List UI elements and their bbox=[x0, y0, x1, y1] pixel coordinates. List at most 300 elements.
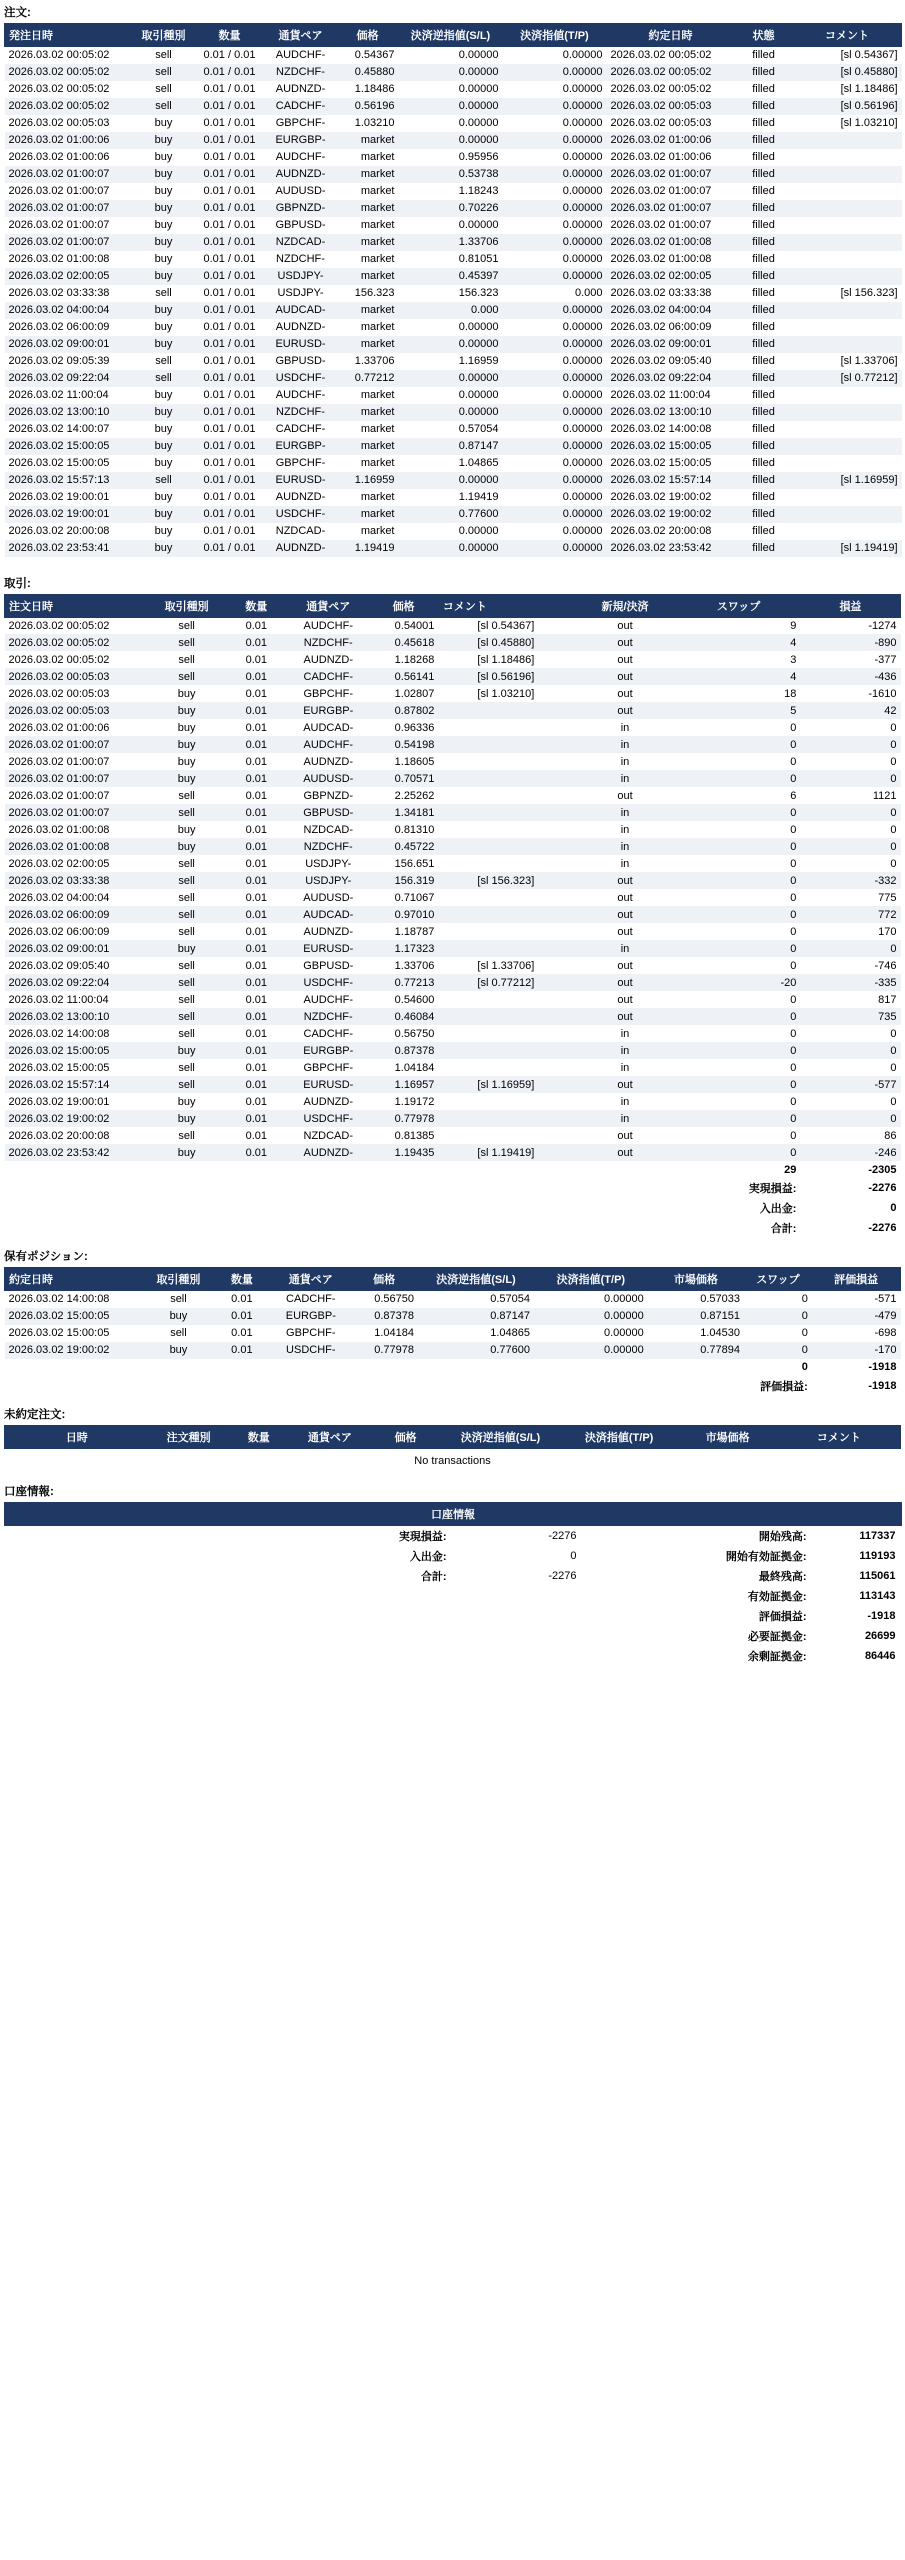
table-cell: 0.77600 bbox=[458, 508, 499, 520]
table-row bbox=[5, 1093, 901, 1110]
table-cell: 2026.03.02 09:22:04 bbox=[610, 372, 712, 384]
table-cell: 2026.03.02 01:00:06 bbox=[610, 134, 712, 146]
table-cell: 0 bbox=[890, 738, 897, 751]
table-cell: out bbox=[617, 1078, 633, 1091]
table-cell: [sl 0.56196] bbox=[477, 670, 535, 683]
table-cell: 2026.03.02 00:05:02 bbox=[610, 66, 712, 78]
column-header: コメント bbox=[438, 594, 573, 617]
table-cell: 0.01 / 0.01 bbox=[203, 202, 256, 214]
table-cell: USDCHF- bbox=[303, 976, 353, 989]
table-cell: EURGBP- bbox=[303, 704, 354, 717]
totals-swap: 0 bbox=[801, 1361, 808, 1373]
totals-row bbox=[5, 1198, 901, 1218]
table-cell: 2026.03.02 01:00:07 bbox=[8, 738, 110, 751]
table-cell: 2026.03.02 09:05:40 bbox=[610, 355, 712, 367]
table-cell: 0.87802 bbox=[394, 704, 435, 717]
table-cell: 0.01 / 0.01 bbox=[203, 372, 256, 384]
totals-label: 合計: bbox=[770, 1223, 797, 1235]
table-cell: 1.16957 bbox=[394, 1078, 435, 1091]
table-cell: 0.01 bbox=[245, 653, 268, 666]
table-cell: 0 bbox=[890, 1027, 897, 1040]
table-cell: 0.00000 bbox=[562, 440, 603, 452]
table-cell: 0.000 bbox=[574, 287, 603, 299]
column-header: 注文日時 bbox=[5, 594, 149, 617]
orders-table bbox=[4, 23, 902, 557]
table-cell: AUDNZD- bbox=[303, 925, 353, 938]
table-cell bbox=[793, 387, 902, 404]
table-cell: 0 bbox=[790, 1044, 797, 1057]
table-cell bbox=[438, 940, 573, 957]
table-cell: 0.01 bbox=[245, 1078, 268, 1091]
table-cell: [sl 1.16959] bbox=[477, 1078, 535, 1091]
table-cell: 817 bbox=[878, 993, 897, 1006]
table-cell: [sl 0.77212] bbox=[840, 372, 898, 384]
table-cell: buy bbox=[154, 440, 173, 452]
positions-header-row bbox=[5, 1268, 901, 1291]
table-cell: 1.04530 bbox=[700, 1327, 740, 1339]
table-cell: 0.00000 bbox=[603, 1344, 644, 1356]
table-cell: 0.00000 bbox=[603, 1327, 644, 1339]
table-cell: buy bbox=[154, 304, 173, 316]
table-cell: 2026.03.02 14:00:08 bbox=[610, 423, 712, 435]
table-cell: 1.03210 bbox=[354, 117, 395, 129]
table-cell: 0.01 bbox=[245, 1044, 268, 1057]
table-cell: 2026.03.02 13:00:10 bbox=[8, 1010, 110, 1023]
table-cell: out bbox=[617, 1010, 633, 1023]
table-row bbox=[5, 923, 901, 940]
table-cell: 0.01 / 0.01 bbox=[203, 491, 256, 503]
table-cell: sell bbox=[178, 993, 195, 1006]
table-cell: 0.01 bbox=[245, 1010, 268, 1023]
totals-label: 入出金: bbox=[759, 1203, 797, 1215]
table-cell bbox=[438, 702, 573, 719]
table-cell: buy bbox=[177, 942, 196, 955]
table-cell: 0 bbox=[890, 721, 897, 734]
table-cell bbox=[793, 217, 902, 234]
table-cell: 2026.03.02 23:53:42 bbox=[610, 542, 712, 554]
table-cell: [sl 1.33706] bbox=[840, 355, 898, 367]
table-cell bbox=[438, 804, 573, 821]
table-cell: NZDCHF- bbox=[303, 840, 353, 853]
table-cell: filled bbox=[752, 457, 775, 469]
table-cell: 0.01 bbox=[245, 721, 268, 734]
table-cell bbox=[793, 268, 902, 285]
table-cell: 0.00000 bbox=[562, 66, 603, 78]
table-cell: [sl 1.16959] bbox=[840, 474, 898, 486]
table-cell bbox=[793, 200, 902, 217]
table-cell: market bbox=[360, 236, 395, 248]
table-cell: AUDUSD- bbox=[303, 772, 354, 785]
table-cell: 1.34181 bbox=[394, 806, 435, 819]
table-cell: 2.25262 bbox=[394, 789, 435, 802]
table-cell: 1.16959 bbox=[354, 474, 395, 486]
table-row bbox=[5, 770, 901, 787]
totals-swap: 29 bbox=[784, 1163, 797, 1176]
table-cell bbox=[438, 770, 573, 787]
table-cell: buy bbox=[154, 253, 173, 265]
table-cell: sell bbox=[178, 636, 195, 649]
table-cell: 2026.03.02 00:05:02 bbox=[8, 636, 110, 649]
table-cell: CADCHF- bbox=[275, 423, 326, 435]
table-cell: 2026.03.02 02:00:05 bbox=[8, 857, 110, 870]
table-cell: -479 bbox=[874, 1310, 897, 1322]
table-cell: 0.71067 bbox=[394, 891, 435, 904]
table-cell: 0.01 / 0.01 bbox=[203, 457, 256, 469]
table-row bbox=[5, 1291, 901, 1308]
table-row bbox=[5, 1308, 901, 1325]
table-cell: 0.01 / 0.01 bbox=[203, 525, 256, 537]
table-cell: 2026.03.02 15:00:05 bbox=[610, 440, 712, 452]
table-cell: sell bbox=[178, 857, 195, 870]
table-cell: 1.19419 bbox=[458, 491, 499, 503]
table-cell: filled bbox=[752, 542, 775, 554]
table-cell: sell bbox=[178, 1010, 195, 1023]
totals-value: -2276 bbox=[868, 1222, 897, 1234]
pending-section-title: 未約定注文: bbox=[4, 1408, 66, 1421]
table-cell: 2026.03.02 01:00:07 bbox=[8, 806, 110, 819]
table-cell: NZDCAD- bbox=[303, 1129, 353, 1142]
account-right-value: 86446 bbox=[864, 1649, 896, 1662]
table-cell: 0.00000 bbox=[562, 474, 603, 486]
table-cell: 0.00000 bbox=[562, 423, 603, 435]
table-cell bbox=[793, 506, 902, 523]
table-cell: [sl 1.03210] bbox=[840, 117, 898, 129]
table-cell: 0.54198 bbox=[394, 738, 435, 751]
table-cell: buy bbox=[154, 151, 173, 163]
column-header: 状態 bbox=[735, 24, 793, 47]
table-cell: 0.77978 bbox=[394, 1112, 435, 1125]
column-header: スワップ bbox=[677, 594, 801, 617]
table-row bbox=[5, 81, 902, 98]
table-cell: 2026.03.02 01:00:07 bbox=[8, 219, 110, 231]
table-cell: market bbox=[360, 491, 395, 503]
table-cell: filled bbox=[752, 491, 775, 503]
totals-row bbox=[5, 1376, 901, 1396]
table-row bbox=[5, 1076, 901, 1093]
table-cell: 2026.03.02 19:00:02 bbox=[610, 508, 712, 520]
table-cell: 0 bbox=[790, 1078, 797, 1091]
table-cell: out bbox=[617, 687, 633, 700]
table-cell: 2026.03.02 14:00:08 bbox=[8, 1293, 110, 1306]
column-header: 決済逆指値(S/L) bbox=[399, 24, 503, 47]
table-cell: in bbox=[620, 942, 630, 955]
table-cell: 0.01 bbox=[231, 1293, 253, 1306]
table-cell: USDCHF- bbox=[286, 1344, 336, 1356]
table-cell: sell bbox=[178, 1061, 195, 1074]
table-cell: sell bbox=[155, 66, 172, 78]
table-cell: in bbox=[620, 823, 630, 836]
table-cell: 0.00000 bbox=[562, 338, 603, 350]
table-cell: 0.01 / 0.01 bbox=[203, 338, 256, 350]
table-cell: 0 bbox=[890, 1044, 897, 1057]
account-left-value: -2276 bbox=[548, 1529, 577, 1542]
table-cell: NZDCAD- bbox=[275, 525, 326, 537]
table-cell: 0.00000 bbox=[562, 151, 603, 163]
table-cell: market bbox=[360, 219, 395, 231]
table-cell: 2026.03.02 15:57:13 bbox=[8, 474, 110, 486]
table-cell: 0.01 bbox=[245, 857, 268, 870]
table-cell bbox=[793, 421, 902, 438]
table-cell: 0.70571 bbox=[394, 772, 435, 785]
table-cell: 1.18605 bbox=[394, 755, 435, 768]
table-cell: 0 bbox=[790, 857, 797, 870]
table-cell: 2026.03.02 19:00:01 bbox=[8, 1095, 110, 1108]
table-cell: in bbox=[620, 755, 630, 768]
table-row bbox=[5, 957, 901, 974]
totals-value: -2305 bbox=[868, 1163, 897, 1176]
table-cell: 2026.03.02 00:05:02 bbox=[8, 653, 110, 666]
table-cell: 0.01 bbox=[245, 925, 268, 938]
table-cell: buy bbox=[177, 1044, 196, 1057]
column-header: 発注日時 bbox=[5, 24, 133, 47]
table-cell: 0 bbox=[890, 806, 897, 819]
table-cell: filled bbox=[752, 100, 775, 112]
table-cell: market bbox=[360, 151, 395, 163]
table-cell: 2026.03.02 15:57:14 bbox=[610, 474, 712, 486]
table-cell: AUDNZD- bbox=[303, 1146, 353, 1159]
table-cell: buy bbox=[177, 823, 196, 836]
table-cell: 0.54600 bbox=[394, 993, 435, 1006]
table-cell: 0.00000 bbox=[562, 525, 603, 537]
table-cell: buy bbox=[154, 491, 173, 503]
table-cell: 0.46084 bbox=[394, 1010, 435, 1023]
table-cell: 0.01 / 0.01 bbox=[203, 270, 256, 282]
table-cell: -890 bbox=[874, 636, 897, 649]
table-cell: EURUSD- bbox=[303, 942, 354, 955]
column-header: 取引種別 bbox=[133, 24, 195, 47]
table-cell: 2026.03.02 09:00:01 bbox=[8, 338, 110, 350]
table-cell bbox=[438, 719, 573, 736]
table-row bbox=[5, 370, 902, 387]
table-cell: 2026.03.02 15:00:05 bbox=[8, 1044, 110, 1057]
column-header: 数量 bbox=[228, 1425, 289, 1448]
table-cell: EURGBP- bbox=[275, 134, 326, 146]
account-right-value: -1918 bbox=[867, 1609, 896, 1622]
column-header: 通貨ペア bbox=[271, 1268, 350, 1291]
column-header: 取引種別 bbox=[145, 1268, 213, 1291]
account-left-value: 0 bbox=[570, 1549, 577, 1562]
table-cell: 0.01 bbox=[245, 874, 268, 887]
column-header: スワップ bbox=[744, 1268, 812, 1291]
table-cell: 2026.03.02 01:00:07 bbox=[610, 168, 712, 180]
table-cell: AUDNZD- bbox=[303, 1095, 353, 1108]
table-cell: 0 bbox=[890, 1112, 897, 1125]
table-cell: 1.04184 bbox=[374, 1327, 415, 1339]
table-cell: USDCHF- bbox=[303, 1112, 353, 1125]
table-cell: 1.18268 bbox=[394, 653, 435, 666]
table-cell: 2026.03.02 01:00:07 bbox=[610, 185, 712, 197]
table-cell: 2026.03.02 00:05:03 bbox=[8, 687, 110, 700]
table-cell: 0.77213 bbox=[394, 976, 435, 989]
table-cell: AUDCAD- bbox=[303, 908, 354, 921]
table-cell: 0.00000 bbox=[562, 372, 603, 384]
table-cell: buy bbox=[154, 202, 173, 214]
table-cell: 2026.03.02 15:57:14 bbox=[8, 1078, 110, 1091]
table-cell bbox=[438, 855, 573, 872]
table-cell: 0 bbox=[790, 755, 797, 768]
table-cell: 2026.03.02 01:00:07 bbox=[8, 202, 110, 214]
table-cell: 2026.03.02 19:00:02 bbox=[610, 491, 712, 503]
table-cell: 2026.03.02 01:00:06 bbox=[8, 721, 110, 734]
table-cell: 0.45880 bbox=[354, 66, 395, 78]
totals-row bbox=[5, 1218, 901, 1238]
table-row bbox=[5, 787, 901, 804]
table-cell: 0.70226 bbox=[458, 202, 499, 214]
table-cell: 775 bbox=[878, 891, 897, 904]
column-header: 価格 bbox=[337, 24, 399, 47]
table-cell: [sl 156.323] bbox=[840, 287, 898, 299]
table-row bbox=[5, 506, 902, 523]
table-cell: 2026.03.02 01:00:08 bbox=[610, 236, 712, 248]
account-row bbox=[5, 1546, 902, 1566]
table-cell: sell bbox=[178, 874, 195, 887]
table-row bbox=[5, 1325, 901, 1342]
table-cell: 0.00000 bbox=[562, 389, 603, 401]
table-cell: 0.01 / 0.01 bbox=[203, 49, 256, 62]
table-cell: GBPUSD- bbox=[275, 355, 326, 367]
table-cell: 0 bbox=[790, 772, 797, 785]
table-row bbox=[5, 455, 902, 472]
table-row bbox=[5, 685, 901, 702]
table-cell: 0 bbox=[790, 1095, 797, 1108]
table-row bbox=[5, 285, 902, 302]
table-row bbox=[5, 1042, 901, 1059]
table-cell: 1.33706 bbox=[394, 959, 435, 972]
table-cell: 0.56141 bbox=[394, 670, 435, 683]
table-row bbox=[5, 149, 902, 166]
table-cell: 2026.03.02 01:00:06 bbox=[610, 151, 712, 163]
table-cell: 2026.03.02 15:00:05 bbox=[610, 457, 712, 469]
table-cell: filled bbox=[752, 117, 775, 129]
table-cell: 0.01 bbox=[231, 1344, 253, 1356]
table-cell: 0.77600 bbox=[490, 1344, 530, 1356]
table-row bbox=[5, 47, 902, 64]
table-cell: filled bbox=[752, 372, 775, 384]
table-cell: 0.01 bbox=[245, 704, 268, 717]
table-cell: 0 bbox=[890, 857, 897, 870]
table-row bbox=[5, 974, 901, 991]
table-cell: buy bbox=[154, 185, 173, 197]
table-cell: 2026.03.02 15:00:05 bbox=[8, 440, 110, 452]
table-cell: 0.00000 bbox=[458, 83, 499, 95]
positions-table bbox=[4, 1267, 901, 1396]
table-cell: 4 bbox=[790, 636, 797, 649]
table-cell: in bbox=[620, 840, 630, 853]
table-cell: sell bbox=[155, 287, 172, 299]
table-cell: NZDCHF- bbox=[276, 253, 325, 265]
table-cell bbox=[793, 404, 902, 421]
table-cell: 0.00000 bbox=[562, 236, 603, 248]
table-cell: 2026.03.02 00:05:02 bbox=[8, 83, 110, 95]
table-cell: 0.45618 bbox=[394, 636, 435, 649]
table-cell: filled bbox=[752, 219, 775, 231]
account-right-value: 115061 bbox=[859, 1569, 896, 1582]
table-cell: 2026.03.02 14:00:07 bbox=[8, 423, 110, 435]
table-row bbox=[5, 855, 901, 872]
table-cell: 0.00000 bbox=[458, 49, 499, 62]
table-cell: 0.87151 bbox=[700, 1310, 740, 1322]
table-cell: 0 bbox=[790, 1027, 797, 1040]
table-cell: in bbox=[620, 806, 630, 819]
table-row bbox=[5, 821, 901, 838]
table-cell: 0.54001 bbox=[394, 619, 435, 632]
table-cell: GBPNZD- bbox=[303, 789, 353, 802]
table-cell: 0.01 / 0.01 bbox=[203, 151, 256, 163]
account-right-label: 評価損益: bbox=[758, 1610, 807, 1623]
table-cell: CADCHF- bbox=[303, 1027, 353, 1040]
table-row bbox=[5, 1059, 901, 1076]
table-cell: 2026.03.02 09:22:04 bbox=[8, 372, 110, 384]
table-cell: 0.00000 bbox=[562, 304, 603, 316]
table-cell: 1.18787 bbox=[394, 925, 435, 938]
table-cell: 9 bbox=[790, 619, 797, 632]
table-cell: 0 bbox=[790, 891, 797, 904]
table-cell: 2026.03.02 01:00:07 bbox=[8, 168, 110, 180]
column-header: 通貨ペア bbox=[265, 24, 337, 47]
table-row bbox=[5, 753, 901, 770]
table-cell: 0 bbox=[790, 1010, 797, 1023]
table-cell: 2026.03.02 09:00:01 bbox=[610, 338, 712, 350]
table-cell: buy bbox=[177, 755, 196, 768]
table-cell bbox=[793, 166, 902, 183]
table-cell: filled bbox=[752, 83, 775, 95]
table-cell: 0 bbox=[790, 993, 797, 1006]
table-cell: buy bbox=[177, 738, 196, 751]
table-cell: market bbox=[360, 423, 395, 435]
column-header: コメント bbox=[793, 24, 902, 47]
table-cell: 0.01 / 0.01 bbox=[203, 253, 256, 265]
table-cell: 0.00000 bbox=[458, 321, 499, 333]
table-cell: 0.01 bbox=[245, 1129, 268, 1142]
table-cell: AUDNZD- bbox=[303, 653, 353, 666]
table-cell: buy bbox=[154, 134, 173, 146]
table-cell: 2026.03.02 09:00:01 bbox=[8, 942, 110, 955]
table-cell: 0.01 bbox=[245, 1112, 268, 1125]
table-cell: buy bbox=[154, 542, 173, 554]
table-cell: 2026.03.02 01:00:07 bbox=[610, 219, 712, 231]
table-cell: 0.00000 bbox=[562, 185, 603, 197]
table-cell: 0.57054 bbox=[458, 423, 499, 435]
table-row bbox=[5, 523, 902, 540]
table-cell: 0.01 bbox=[231, 1310, 253, 1322]
table-cell: [sl 0.54367] bbox=[840, 49, 898, 62]
table-cell: EURUSD- bbox=[275, 338, 326, 350]
table-cell: 0.01 / 0.01 bbox=[203, 83, 256, 95]
table-cell: 1.16959 bbox=[458, 355, 499, 367]
table-cell: 0.00000 bbox=[603, 1310, 644, 1322]
table-cell: 42 bbox=[884, 704, 897, 717]
table-cell: 0.57054 bbox=[490, 1293, 530, 1306]
table-cell: sell bbox=[178, 653, 195, 666]
table-cell: 0.01 bbox=[245, 840, 268, 853]
table-cell: [sl 1.19419] bbox=[477, 1146, 535, 1159]
table-cell: market bbox=[360, 253, 395, 265]
column-header: 通貨ペア bbox=[288, 594, 369, 617]
table-cell: sell bbox=[155, 100, 172, 112]
table-row bbox=[5, 1144, 901, 1161]
table-cell: 0 bbox=[801, 1310, 808, 1322]
table-cell: 2026.03.02 15:00:05 bbox=[8, 1061, 110, 1074]
table-cell: buy bbox=[154, 270, 173, 282]
table-cell: 2026.03.02 19:00:01 bbox=[8, 491, 110, 503]
table-cell: 0.00000 bbox=[562, 117, 603, 129]
table-cell bbox=[438, 838, 573, 855]
table-cell: buy bbox=[154, 117, 173, 129]
table-cell bbox=[438, 1093, 573, 1110]
table-cell: [sl 1.33706] bbox=[477, 959, 535, 972]
table-cell bbox=[438, 991, 573, 1008]
table-cell: AUDNZD- bbox=[275, 491, 326, 503]
